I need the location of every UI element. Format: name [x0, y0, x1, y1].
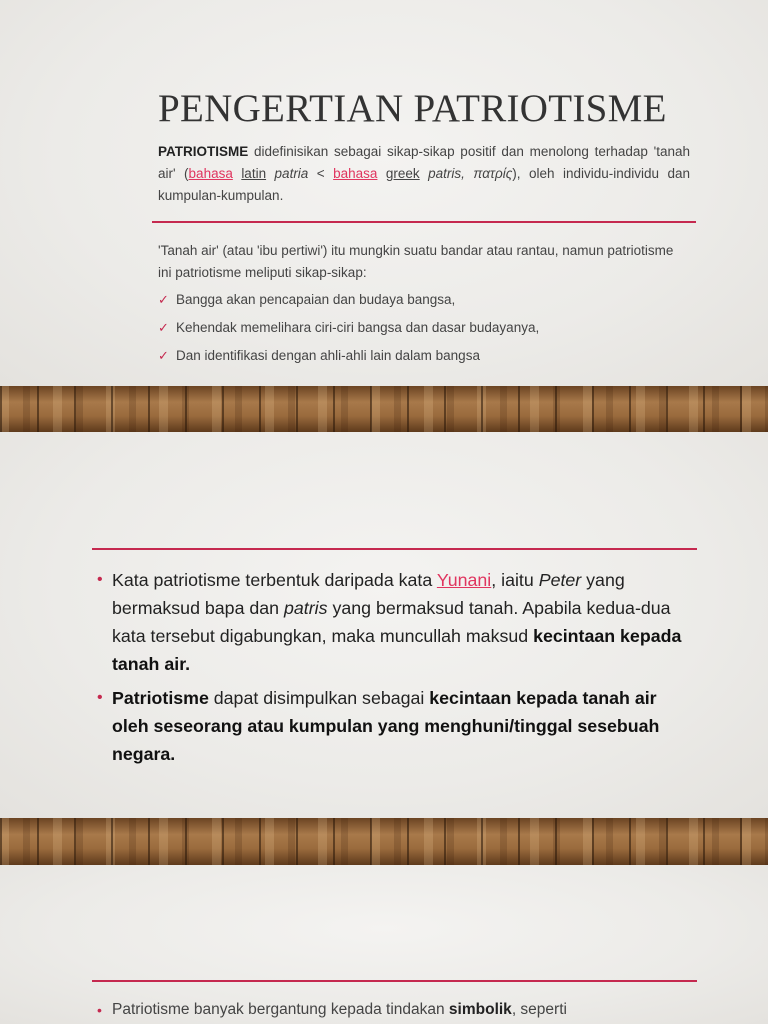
text-run: [377, 166, 385, 181]
patris-italic: patris: [284, 598, 328, 618]
text-run: , seperti: [511, 1001, 567, 1018]
text-run: [266, 166, 274, 181]
checkmark-icon: ✓: [158, 292, 169, 307]
bullet-icon: •: [97, 1002, 102, 1018]
definition-paragraph: [158, 141, 690, 207]
slide-1: [0, 0, 768, 386]
list-item: [97, 566, 687, 678]
text-run: , iaitu: [491, 570, 539, 590]
text-run: Patriotisme banyak bergantung kepada tindakan: [112, 1001, 449, 1018]
divider-line: [92, 548, 697, 550]
emphasis-bold: kecintaan kepada tanah air.: [112, 626, 682, 674]
checklist: [158, 289, 539, 373]
term-bold: PATRIOTISME: [158, 144, 249, 159]
bahasa-link-1[interactable]: bahasa: [188, 166, 233, 181]
text-run: Kata patriotisme terbentuk daripada kata: [112, 570, 437, 590]
text-run: [420, 166, 428, 181]
bullet-icon: •: [97, 571, 103, 588]
divider-line: [152, 221, 696, 223]
wood-floor-divider: [0, 386, 768, 432]
checkmark-icon: ✓: [158, 320, 169, 335]
text-run: dapat disimpulkan sebagai: [208, 688, 430, 708]
list-item: [158, 345, 539, 373]
wood-floor-divider: [0, 818, 768, 865]
emphasis-bold: simbolik: [448, 1001, 512, 1018]
text-run: yang bermaksud bapa dan: [112, 570, 625, 618]
term-bold: Patriotisme: [112, 688, 209, 708]
list-item: [158, 317, 539, 345]
slide-title: PENGERTIAN PATRIOTISME: [158, 87, 667, 130]
yunani-link[interactable]: Yunani: [436, 570, 492, 590]
text-run: didefinisikan sebagai sikap-sikap positif dan menolong terhadap 'tanah air' (: [158, 144, 690, 181]
list-item-text: Bangga akan pencapaian dan budaya bangsa,: [176, 292, 456, 307]
text-run: <: [308, 166, 334, 181]
divider-line: [92, 980, 697, 982]
slide-2: [0, 432, 768, 818]
checkmark-icon: ✓: [158, 348, 169, 363]
bullet-icon: •: [97, 689, 103, 706]
tanah-air-paragraph: 'Tanah air' (atau 'ibu pertiwi') itu mungkin suatu bandar atau rantau, namun patriotisme ini patriotisme meliputi sikap-sikap:: [158, 243, 674, 280]
bahasa-link-2[interactable]: bahasa: [333, 166, 378, 181]
list-item: [97, 999, 697, 1021]
list-item-text: Dan identifikasi dengan ahli-ahli lain dalam bangsa: [176, 348, 480, 363]
slide-3: [0, 865, 768, 1024]
list-item: [97, 684, 687, 768]
text-run: yang bermaksud tanah. Apabila kedua-dua kata tersebut digabungkan, maka muncullah maksud: [112, 598, 671, 646]
text-run: ), oleh individu-individu dan kumpulan-kumpulan.: [158, 166, 691, 203]
list-item-text: Kehendak memelihara ciri-ciri bangsa dan dasar budayanya,: [176, 320, 540, 335]
bullet-list: [97, 999, 697, 1021]
patris-italic: patris, πατρίς: [428, 166, 513, 181]
peter-italic: Peter: [538, 570, 582, 590]
emphasis-bold: kecintaan kepada tanah air oleh seseorang atau kumpulan yang menghuni/tinggal sesebuah negara.: [112, 688, 660, 764]
greek-link[interactable]: greek: [385, 166, 420, 181]
bullet-list: [97, 566, 687, 774]
patria-italic: patria: [274, 166, 309, 181]
latin-link[interactable]: latin: [241, 166, 267, 181]
list-item: [158, 289, 539, 317]
